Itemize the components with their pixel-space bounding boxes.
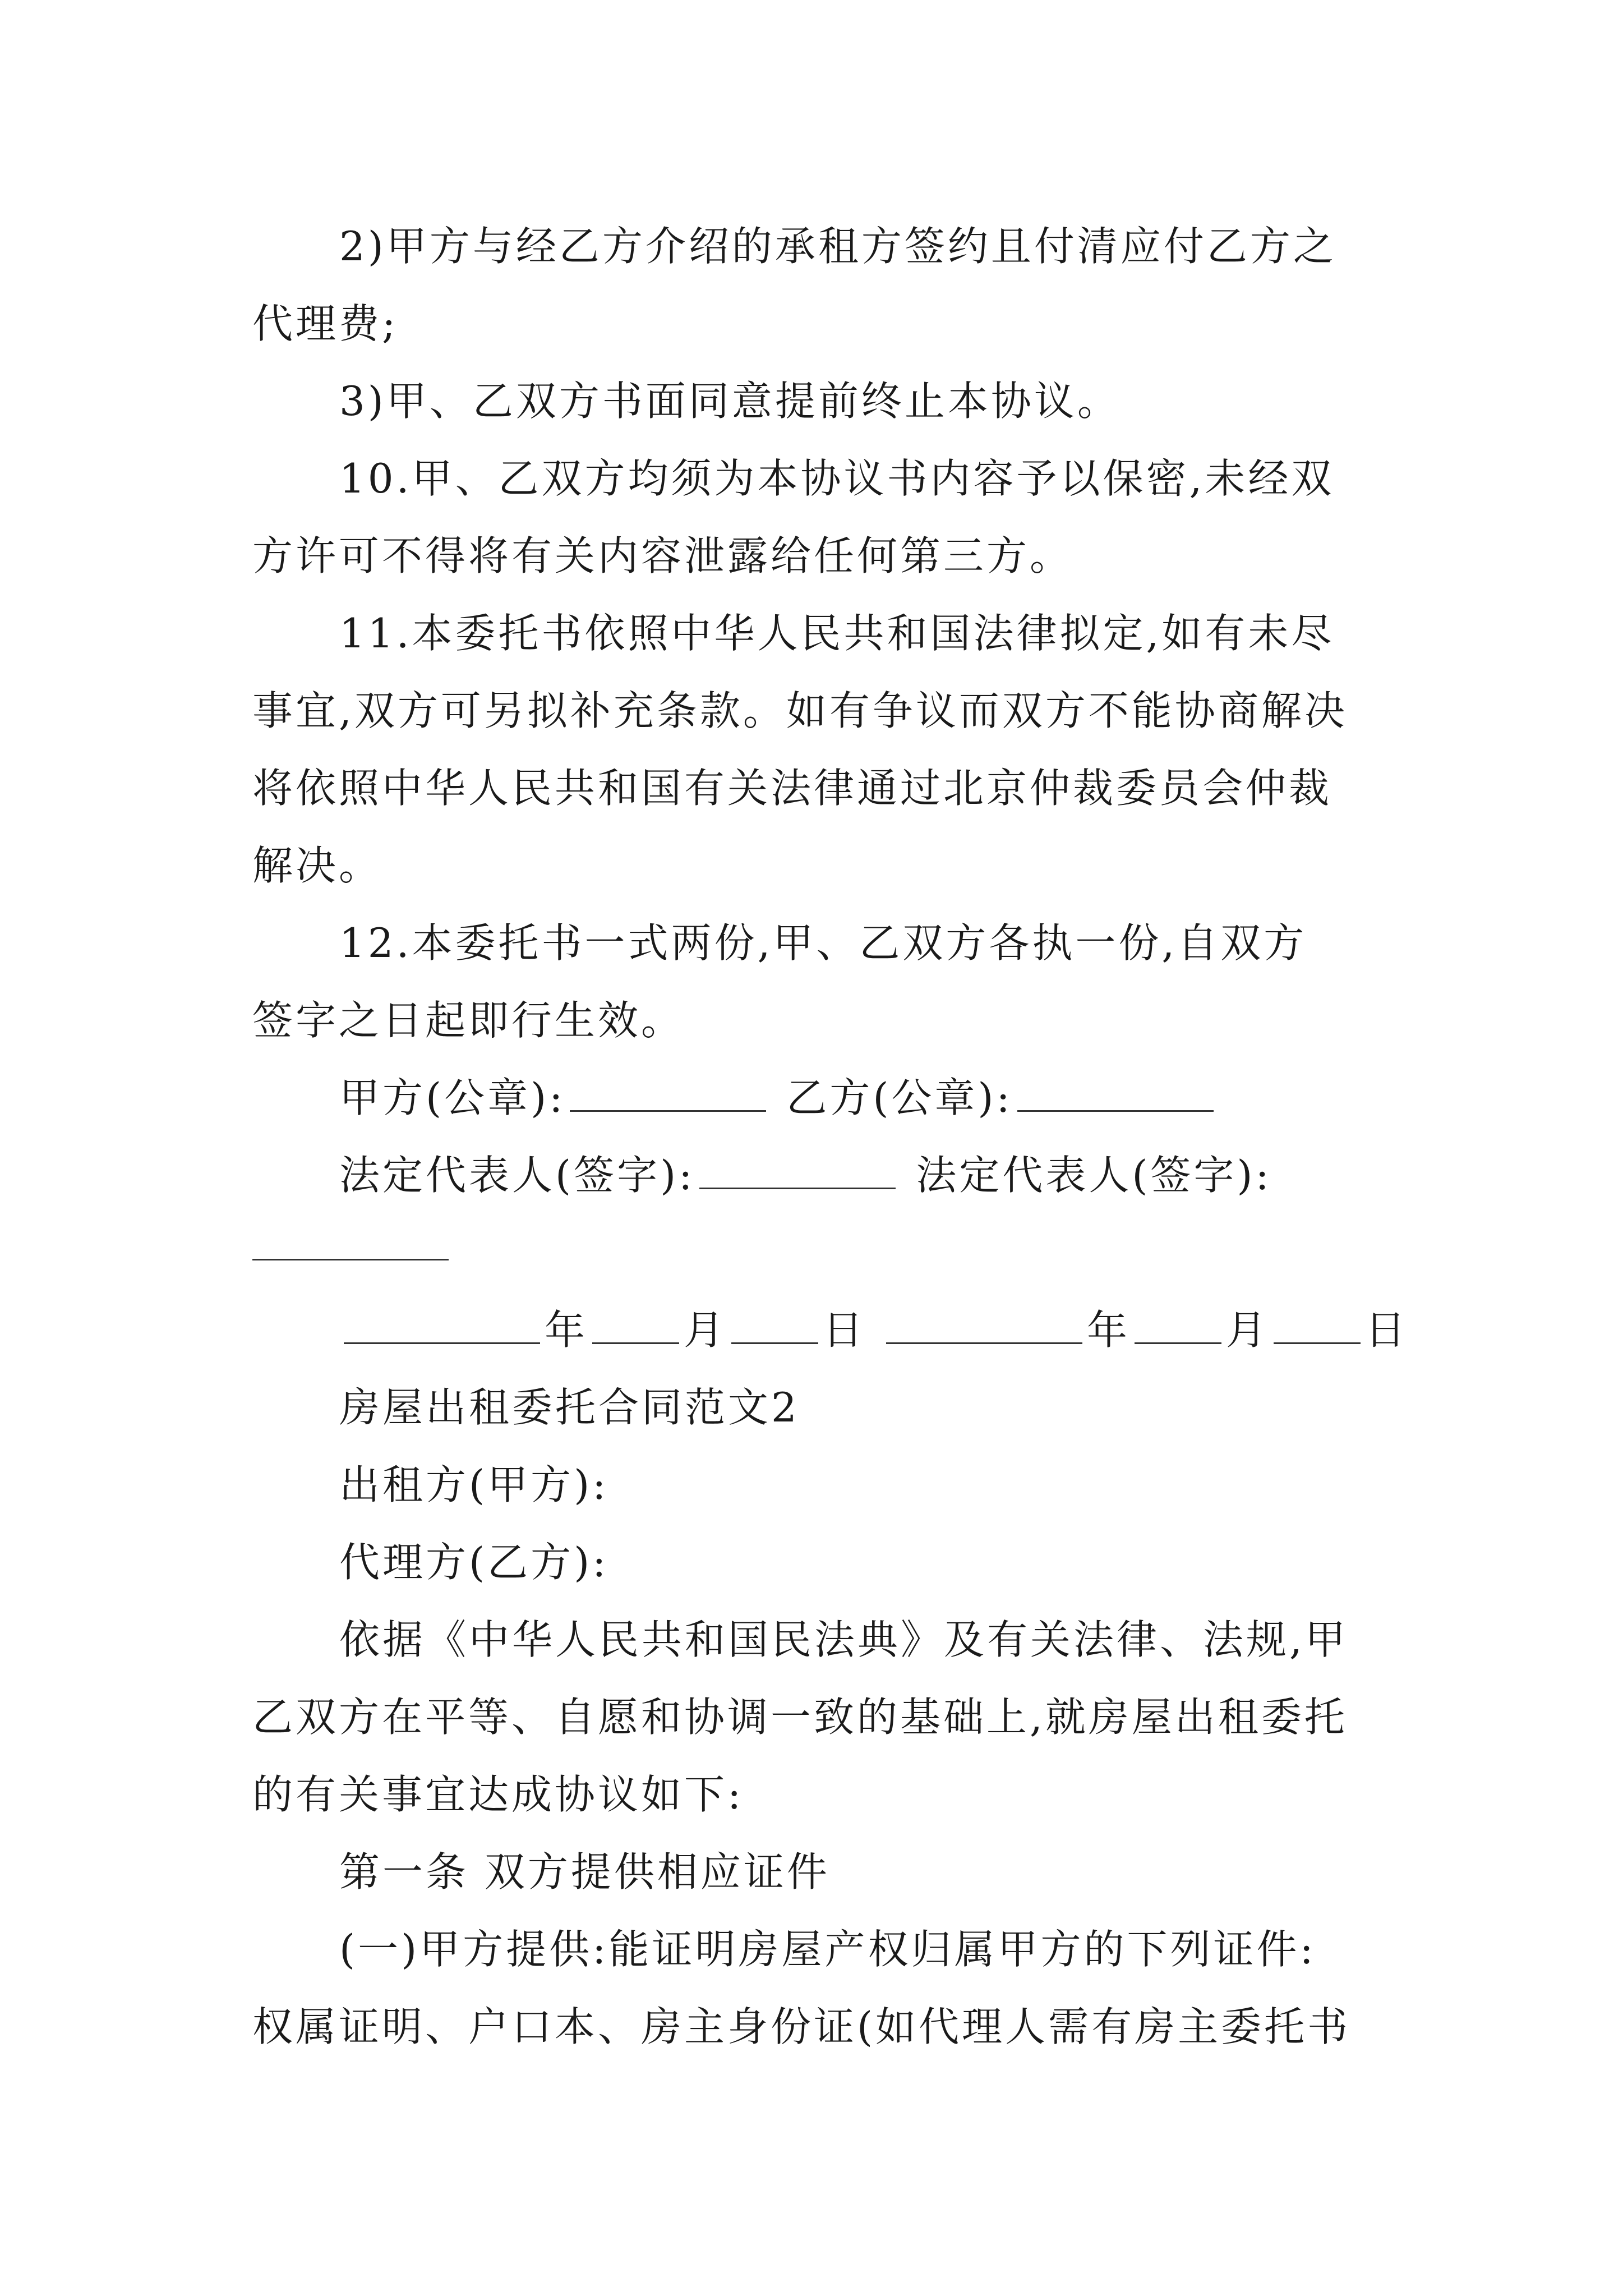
- party-b-seal-blank: [1017, 1065, 1214, 1112]
- rep-b-label: 法定代表人(签字):: [916, 1152, 1272, 1199]
- month-b-label: 月: [1225, 1306, 1269, 1354]
- party-a-seal-blank: [570, 1065, 766, 1112]
- day-b-blank: [1274, 1297, 1361, 1344]
- paragraph-line: 签字之日起即行生效。: [252, 997, 685, 1044]
- rep-a-blank: [699, 1143, 896, 1189]
- paragraph-line: 2)甲方与经乙方介绍的承租方签约且付清应付乙方之: [339, 223, 1336, 270]
- month-a-label: 月: [684, 1306, 727, 1354]
- day-a-label: 日: [823, 1306, 866, 1354]
- party-b-seal-label: 乙方(公章):: [786, 1074, 1013, 1121]
- year-b-blank: [886, 1297, 1082, 1344]
- year-a-blank: [344, 1297, 540, 1344]
- intro-line: 依据《中华人民共和国民法典》及有关法律、法规,甲: [339, 1616, 1348, 1663]
- seal-line: [252, 1059, 1391, 1137]
- section-title: 房屋出租委托合同范文2: [339, 1384, 800, 1431]
- article-title: 第一条 双方提供相应证件: [339, 1848, 830, 1895]
- date-line: [252, 1291, 1408, 1369]
- month-a-blank: [592, 1297, 679, 1344]
- paragraph-line: 解决。: [252, 842, 382, 889]
- month-b-blank: [1135, 1297, 1221, 1344]
- paragraph-line: 方许可不得将有关内容泄露给任何第三方。: [252, 532, 1073, 579]
- agent-label: 代理方(乙方):: [339, 1539, 609, 1586]
- rep-b-blank-line: [252, 1214, 1391, 1291]
- year-b-label: 年: [1086, 1306, 1130, 1354]
- document-body: [252, 208, 1408, 2065]
- article-line: 权属证明、户口本、房主身份证(如代理人需有房主委托书: [252, 2003, 1351, 2050]
- rep-b-blank: [252, 1214, 449, 1260]
- rep-a-label: 法定代表人(签字):: [339, 1152, 695, 1199]
- paragraph-line: 3)甲、乙双方书面同意提前终止本协议。: [339, 378, 1121, 425]
- article-line: (一)甲方提供:能证明房屋产权归属甲方的下列证件:: [339, 1926, 1316, 1973]
- party-a-seal-label: 甲方(公章):: [339, 1074, 566, 1121]
- intro-line: 的有关事宜达成协议如下:: [252, 1771, 744, 1818]
- paragraph-line: 代理费;: [252, 300, 399, 347]
- intro-line: 乙双方在平等、自愿和协调一致的基础上,就房屋出租委托: [252, 1694, 1348, 1741]
- lessor-label: 出租方(甲方):: [339, 1461, 609, 1508]
- day-a-blank: [731, 1297, 818, 1344]
- paragraph-line: 12.本委托书一式两份,甲、乙双方各执一份,自双方: [339, 919, 1307, 967]
- paragraph-line: 10.甲、乙双方均须为本协议书内容予以保密,未经双: [339, 455, 1335, 502]
- day-b-label: 日: [1364, 1306, 1408, 1354]
- paragraph-line: 将依照中华人民共和国有关法律通过北京仲裁委员会仲裁: [252, 765, 1332, 812]
- representative-line: [252, 1137, 1391, 1214]
- year-a-label: 年: [545, 1306, 588, 1354]
- paragraph-line: 11.本委托书依照中华人民共和国法律拟定,如有未尽: [339, 610, 1335, 657]
- paragraph-line: 事宜,双方可另拟补充条款。如有争议而双方不能协商解决: [252, 687, 1348, 734]
